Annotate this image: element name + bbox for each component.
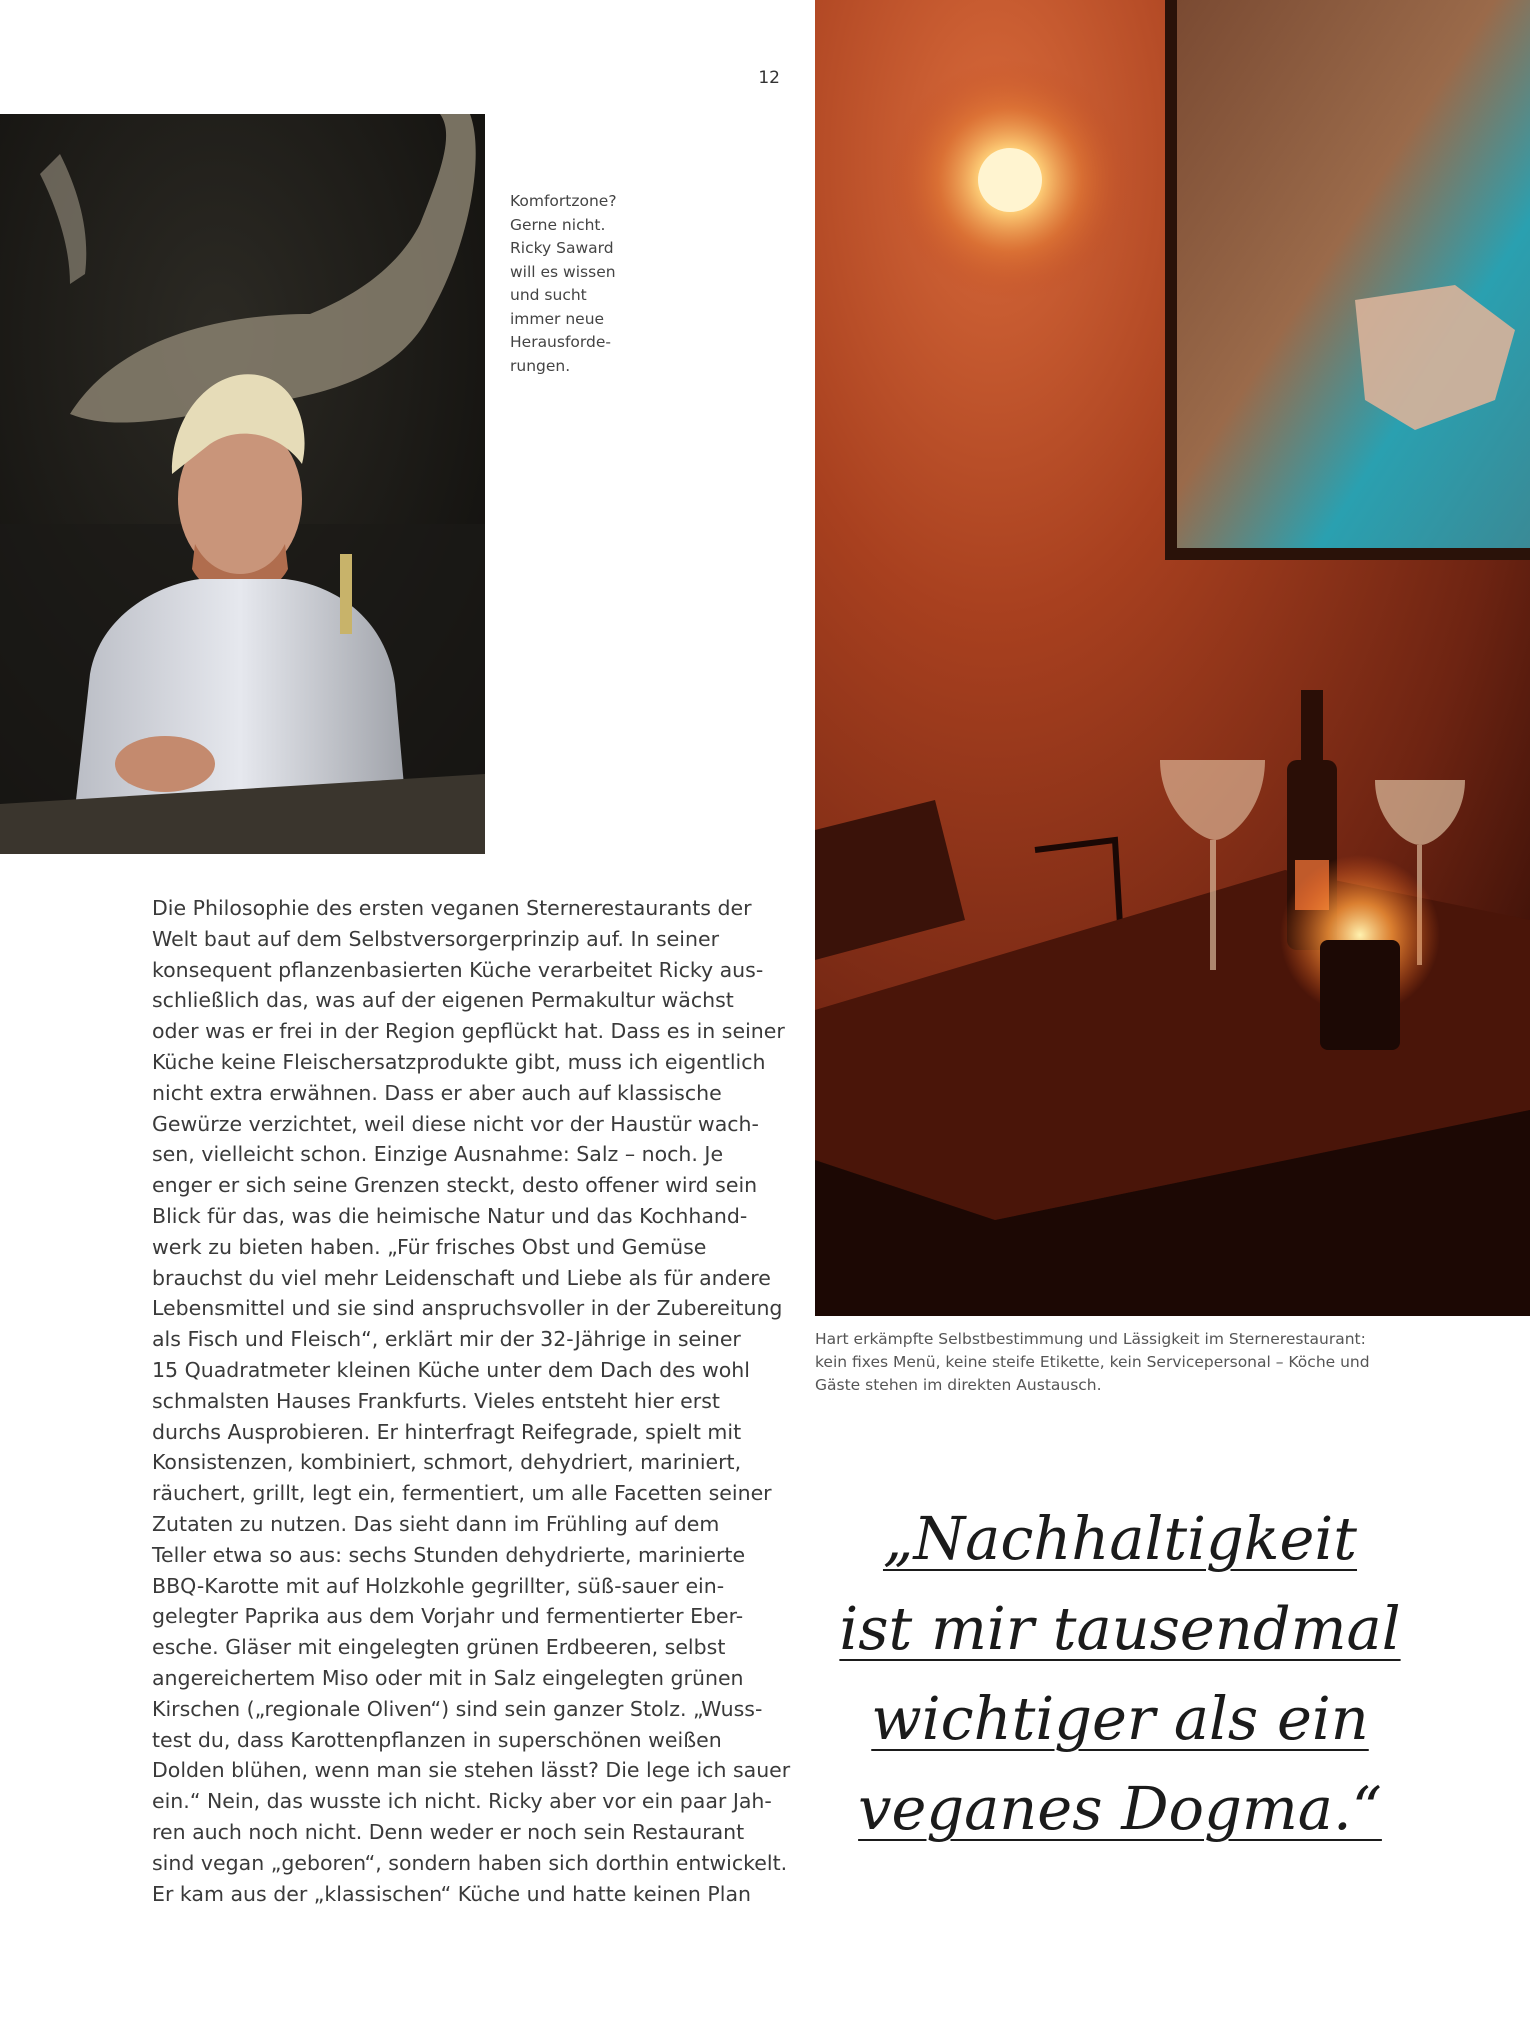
restaurant-interior-photo <box>815 0 1530 1316</box>
article-line: räuchert, grillt, legt ein, fermentiert, um alle Facetten seiner <box>152 1481 772 1506</box>
caption-line: Gäste stehen im direkten Austausch. <box>815 1376 1102 1394</box>
article-line: sen, vielleicht schon. Einzige Ausnahme: Salz – noch. Je <box>152 1142 724 1167</box>
article-line: schmalsten Hauses Frankfurts. Vieles entsteht hier erst <box>152 1388 720 1413</box>
article-line: gelegter Paprika aus dem Vorjahr und fermentierter Eber- <box>152 1604 744 1629</box>
article-line: Er kam aus der „klassischen“ Küche und hatte keinen Plan <box>152 1881 752 1906</box>
article-line: Teller etwa so aus: sechs Stunden dehydrierte, marinierte <box>152 1542 746 1567</box>
caption-line: und sucht <box>510 286 587 304</box>
article-line: konsequent pflanzenbasierten Küche verarbeitet Ricky aus- <box>152 957 764 982</box>
article-body <box>152 893 792 1909</box>
article-line: werk zu bieten haben. „Für frisches Obst und Gemüse <box>152 1234 707 1259</box>
article-line: angereichertem Miso oder mit in Salz eingelegten grünen <box>152 1665 744 1690</box>
caption-line: will es wissen <box>510 262 616 281</box>
article-line: BBQ-Karotte mit auf Holzkohle gegrillter, süß-sauer ein- <box>152 1573 725 1598</box>
caption-line: rungen. <box>510 356 571 375</box>
article-line: Blick für das, was die heimische Natur und das Kochhand- <box>152 1203 748 1228</box>
caption-line: Ricky Saward <box>510 239 614 257</box>
caption-line: kein fixes Menü, keine steife Etikette, kein Servicepersonal – Köche und <box>815 1353 1370 1371</box>
article-line: sind vegan „geboren“, sondern haben sich dorthin entwickelt. <box>152 1850 788 1875</box>
article-line: Gewürze verzichtet, weil diese nicht vor der Haustür wach- <box>152 1111 759 1136</box>
quote-line: wichtiger als ein <box>871 1684 1369 1753</box>
quote-line: „Nachhaltigkeit <box>882 1504 1358 1573</box>
article-line: enger er sich seine Grenzen steckt, desto offener wird sein <box>152 1173 758 1198</box>
article-line: Konsistenzen, kombiniert, schmort, dehydriert, mariniert, <box>152 1450 742 1475</box>
caption-line: Hart erkämpfte Selbstbestimmung und Lässigkeit im Sternerestaurant: <box>815 1330 1366 1348</box>
quote-line: veganes Dogma.“ <box>858 1774 1382 1843</box>
article-line: Küche keine Fleischersatzprodukte gibt, muss ich eigentlich <box>152 1049 766 1074</box>
restaurant-photo-caption <box>815 1328 1515 1397</box>
article-line: durchs Ausprobieren. Er hinterfragt Reifegrade, spielt mit <box>152 1419 742 1444</box>
caption-line: Komfortzone? <box>510 192 617 210</box>
article-line: ren auch noch nicht. Denn weder er noch sein Restaurant <box>152 1819 745 1844</box>
page-number: 12 <box>758 68 780 88</box>
article-line: nicht extra erwähnen. Dass er aber auch auf klassische <box>152 1080 722 1105</box>
caption-line: Herausforde- <box>510 333 611 351</box>
article-line: als Fisch und Fleisch“, erklärt mir der 32-Jährige in seiner <box>152 1327 741 1352</box>
article-line: oder was er frei in der Region gepflückt hat. Dass es in seiner <box>152 1019 785 1044</box>
pull-quote <box>830 1494 1410 1854</box>
article-line: Kirschen („regionale Oliven“) sind sein ganzer Stolz. „Wuss- <box>152 1696 763 1721</box>
chef-portrait-photo <box>0 114 485 854</box>
article-line: Zutaten zu nutzen. Das sieht dann im Frühling auf dem <box>152 1511 720 1536</box>
article-line: Lebensmittel und sie sind anspruchsvoller in der Zubereitung <box>152 1296 783 1321</box>
article-line: Dolden blühen, wenn man sie stehen lässt? Die lege ich sauer <box>152 1758 791 1783</box>
article-line: Die Philosophie des ersten veganen Sternerestaurants der <box>152 896 752 920</box>
caption-line: Gerne nicht. <box>510 215 606 234</box>
article-line: test du, dass Karottenpflanzen in superschönen weißen <box>152 1727 722 1752</box>
article-line: brauchst du viel mehr Leidenschaft und Liebe als für andere <box>152 1265 771 1290</box>
article-line: schließlich das, was auf der eigenen Permakultur wächst <box>152 988 734 1013</box>
article-line: esche. Gläser mit eingelegten grünen Erdbeeren, selbst <box>152 1635 726 1660</box>
article-line: ein.“ Nein, das wusste ich nicht. Ricky aber vor ein paar Jah- <box>152 1789 772 1814</box>
portrait-caption <box>510 190 640 378</box>
quote-line: ist mir tausendmal <box>839 1594 1401 1663</box>
article-line: Welt baut auf dem Selbstversorgerprinzip auf. In seiner <box>152 926 720 951</box>
article-line: 15 Quadratmeter kleinen Küche unter dem Dach des wohl <box>152 1357 750 1382</box>
caption-line: immer neue <box>510 309 605 328</box>
